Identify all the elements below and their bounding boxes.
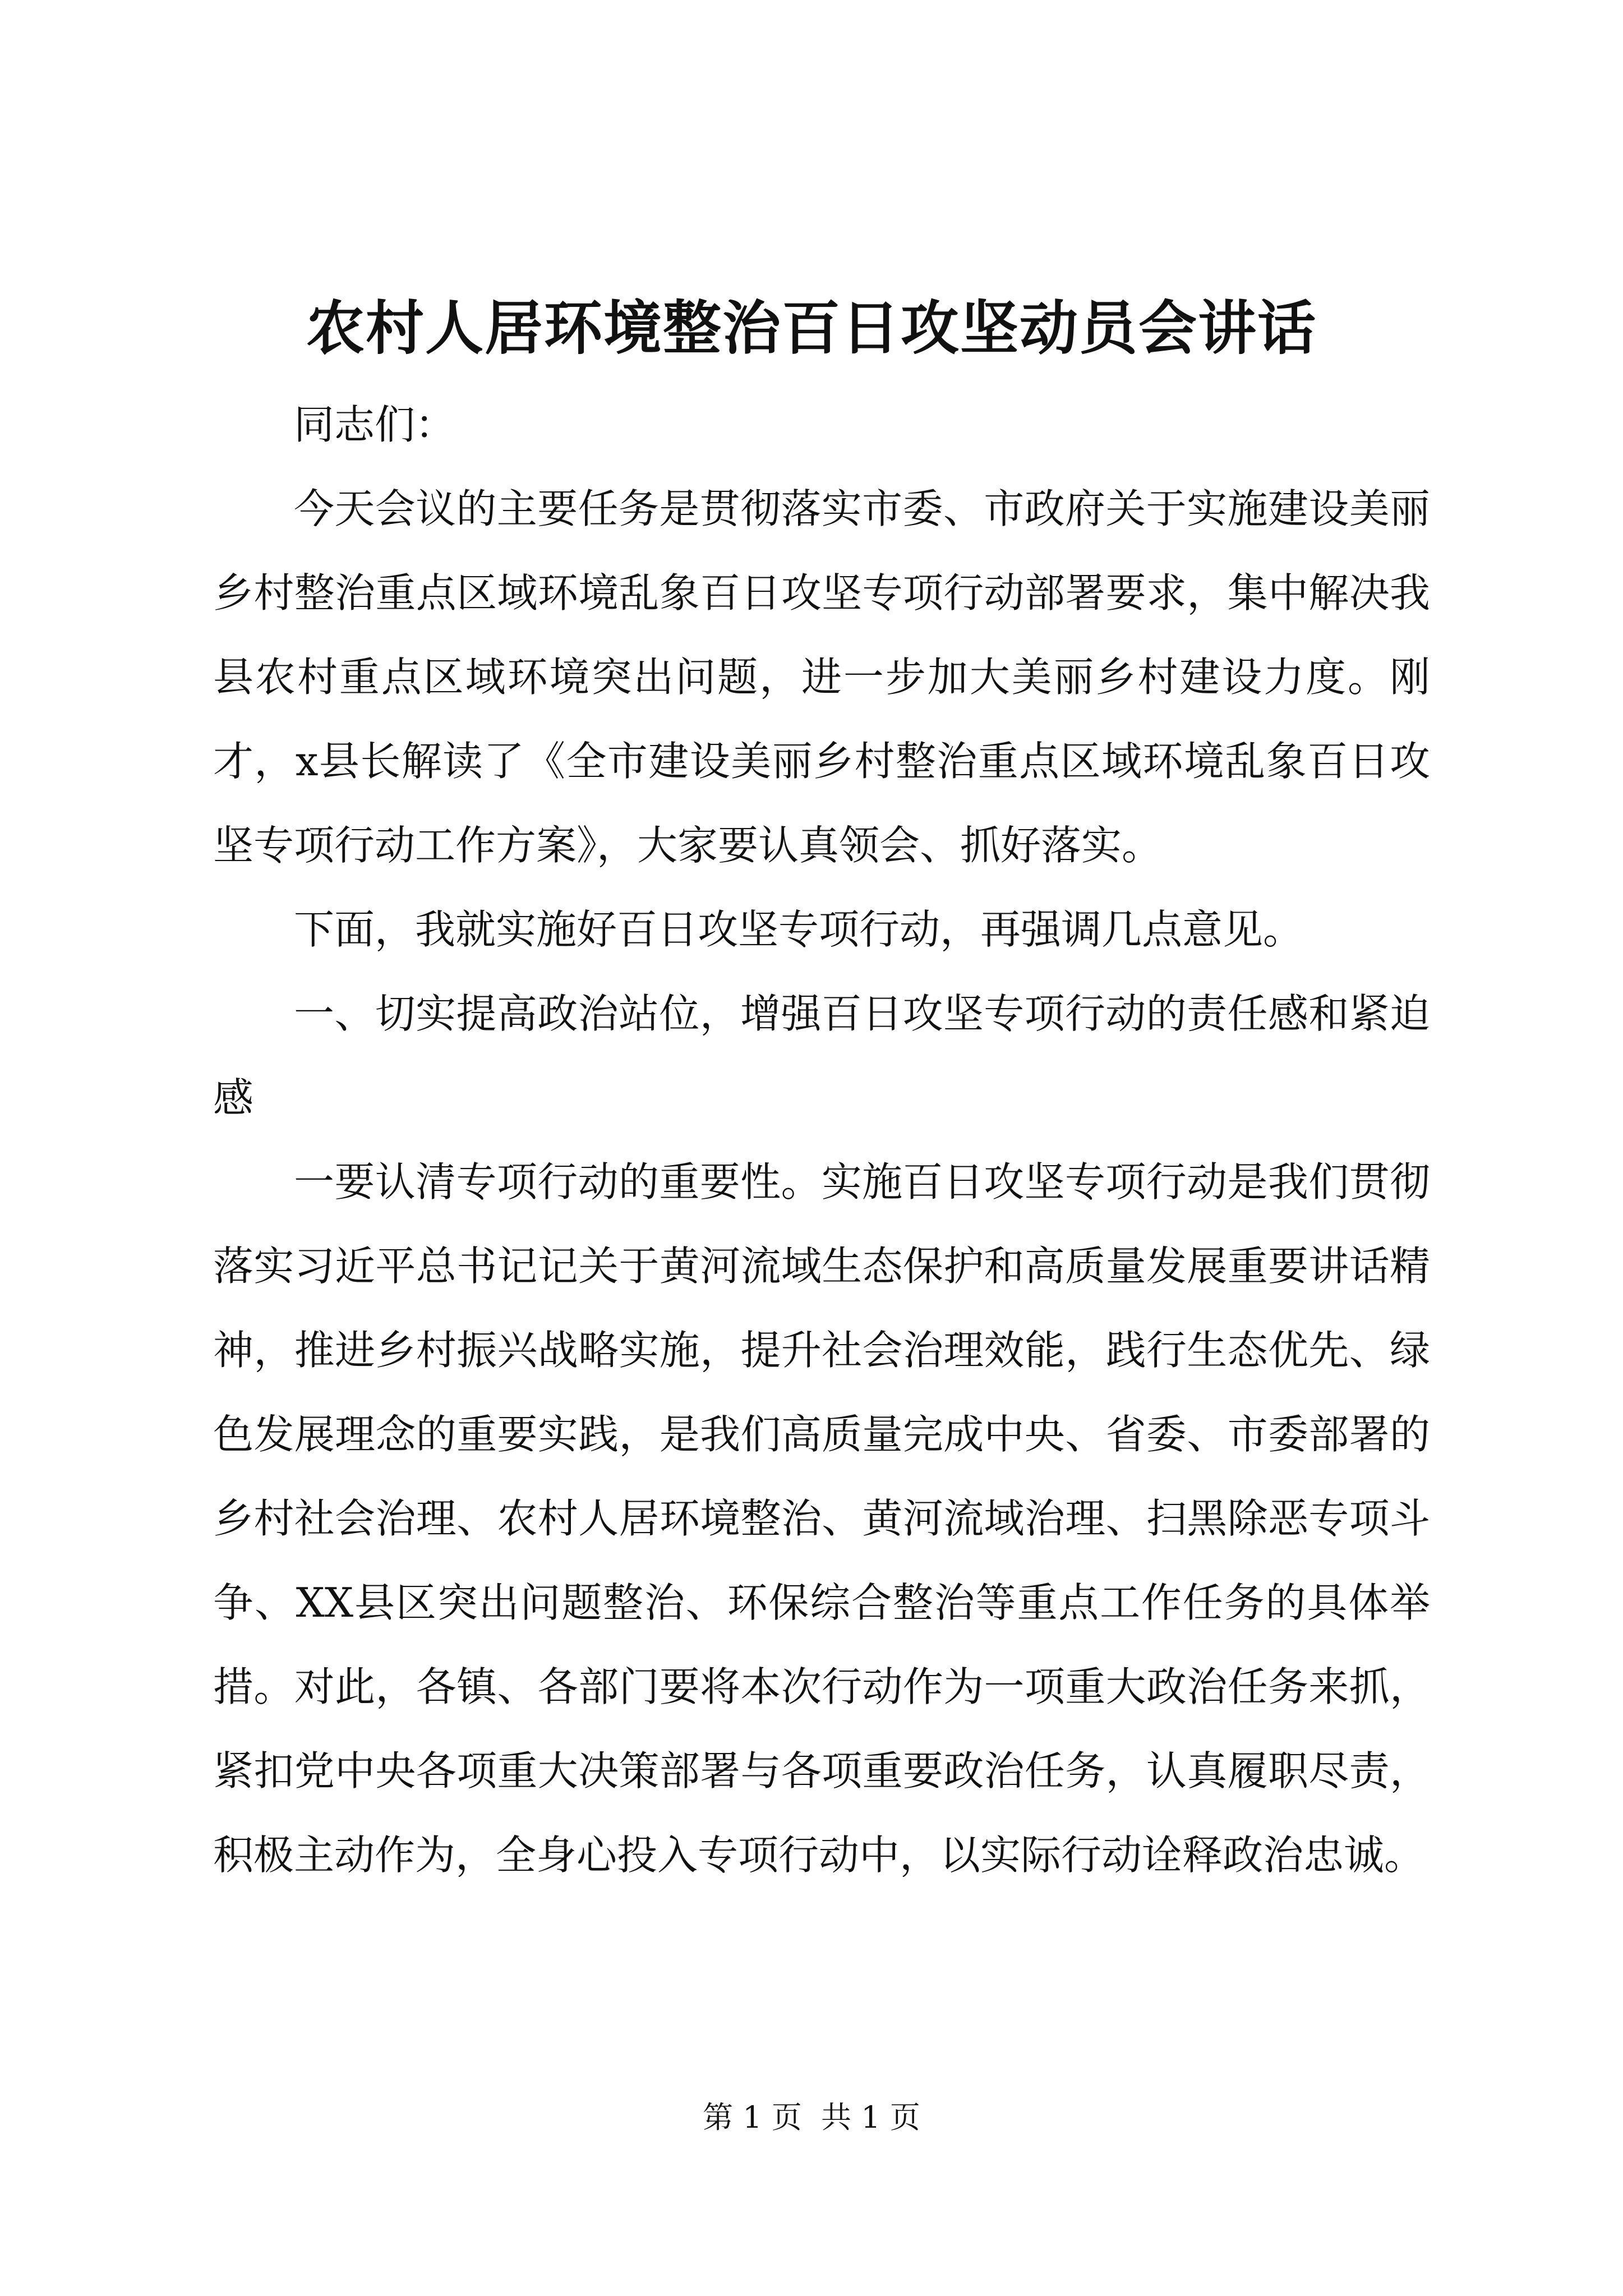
paragraph: 下面，我就实施好百日攻坚专项行动，再强调几点意见。 [294,906,1304,953]
paragraph: 今天会议的主要任务是贯彻落实市委、市政府关于实施建设美丽乡村整治重点区域环境乱象百日攻坚专项行动部署要求，集中解决我县农村重点区域环境突出问题，进一步加大美丽乡村建设力度。刚才，x县长解读了《全市建设美丽乡村整治重点区域环境乱象百日攻坚专项行动工作方案》，大家要认真领会、抓好落实。 [213,485,1430,869]
paragraph: 一要认清专项行动的重要性。实施百日攻坚专项行动是我们贯彻落实习近平总书记记关于黄河流域生态保护和高质量发展重要讲话精神，推进乡村振兴战略实施，提升社会治理效能，践行生态优先、绿色发展理念的重要实践，是我们高质量完成中央、省委、市委部署的乡村社会治理、农村人居环境整治、黄河流域治理、扫黑除恶专项斗争、XX县区突出问题整治、环保综合整治等重点工作任务的具体举措。对此，各镇、各部门要将本次行动作为一项重大政治任务来抓，紧扣党中央各项重大决策部署与各项重要政治任务，认真履职尽责，积极主动作为，全身心投入专项行动中，以实际行动诠释政治忠诚。 [213,1158,1430,1879]
page-number: 第 1 页 共 1 页 [703,2100,920,2135]
page-footer [0,2098,1623,2137]
document-title: 农村人居环境整治百日攻坚动员会讲话 [306,293,1317,362]
salutation: 同志们： [294,401,456,448]
document-body [213,383,1430,1897]
section-heading: 一、切实提高政治站位，增强百日攻坚专项行动的责任感和紧迫感 [213,990,1430,1121]
